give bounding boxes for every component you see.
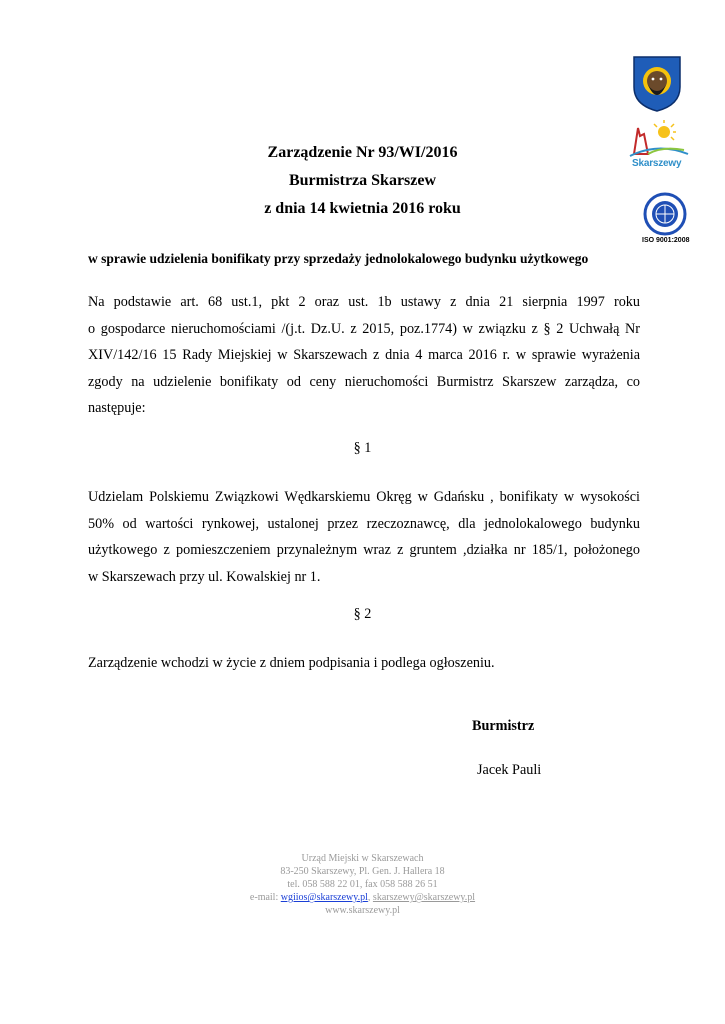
footer-phone: tel. 058 588 22 01, fax 058 588 26 51 [287,879,438,890]
paragraph-line: Na podstawie art. 68 ust.1, pkt 2 oraz ust. 1b ustawy z dnia 21 sierpnia 1997 roku [88,294,640,310]
footer-website: www.skarszewy.pl [325,905,400,916]
document-issuer: Burmistrza Skarszew [288,172,437,189]
footer-email-link-2[interactable]: skarszewy@skarszewy.pl [372,892,476,903]
section-2-heading: § 2 [353,606,372,622]
document-subject: w sprawie udzielenia bonifikaty przy sprzedaży jednolokalowego budynku użytkowego [88,251,589,266]
paragraph-line: zgody na udzielenie bonifikaty od ceny nieruchomości Burmistrz Skarszew zarządza, co [88,373,640,390]
footer-email-separator: , [367,892,373,903]
section-1-heading: § 1 [353,440,372,456]
iso-text: ISO 9001:2008 [642,237,690,244]
paragraph-line: następuje: [88,400,146,416]
paragraph-line: o gospodarce nieruchomościami /(j.t. Dz.U. z 2015, poz.1774) w związku z § 2 Uchwałą Nr [88,320,640,337]
signature-name: Jacek Pauli [477,762,542,778]
footer-email-line [0,891,725,904]
paragraph-line: XIV/142/16 15 Rady Miejskiej w Skarszewach z dnia 4 marca 2016 r. w sprawie wyrażenia [88,347,640,363]
paragraph-line: Udzielam Polskiemu Związkowi Wędkarskiemu Okręg w Gdańsku , bonifikaty w wysokości [88,489,640,505]
footer-email-label: e-mail: [249,892,281,903]
footer-email-link-1[interactable]: wgiios@skarszewy.pl [280,892,368,903]
brand-text: Skarszewy [632,158,682,169]
crest-icon [632,55,682,113]
effective-date-paragraph: Zarządzenie wchodzi w życie z dniem podpisania i podlega ogłoszeniu. [88,655,495,671]
document-date: z dnia 14 kwietnia 2016 roku [264,200,461,217]
paragraph-line: użytkowego z pomieszczeniem przynależnym wraz z gruntem ,działka nr 185/1, położonego [88,542,640,558]
document-title: Zarządzenie Nr 93/WI/2016 [267,144,458,161]
legal-basis-paragraph [88,289,640,422]
decision-paragraph [88,484,640,590]
paragraph-line: 50% od wartości rynkowej, ustalonej przez rzeczoznawcę, dla jednolokalowego budynku [88,515,640,532]
signature-title: Burmistrz [472,718,535,734]
footer-office: Urząd Miejski w Skarszewach [301,853,424,864]
footer-address: 83-250 Skarszewy, Pl. Gen. J. Hallera 18 [280,866,445,877]
footer [0,852,725,917]
paragraph-line: w Skarszewach przy ul. Kowalskiej nr 1. [88,568,321,585]
